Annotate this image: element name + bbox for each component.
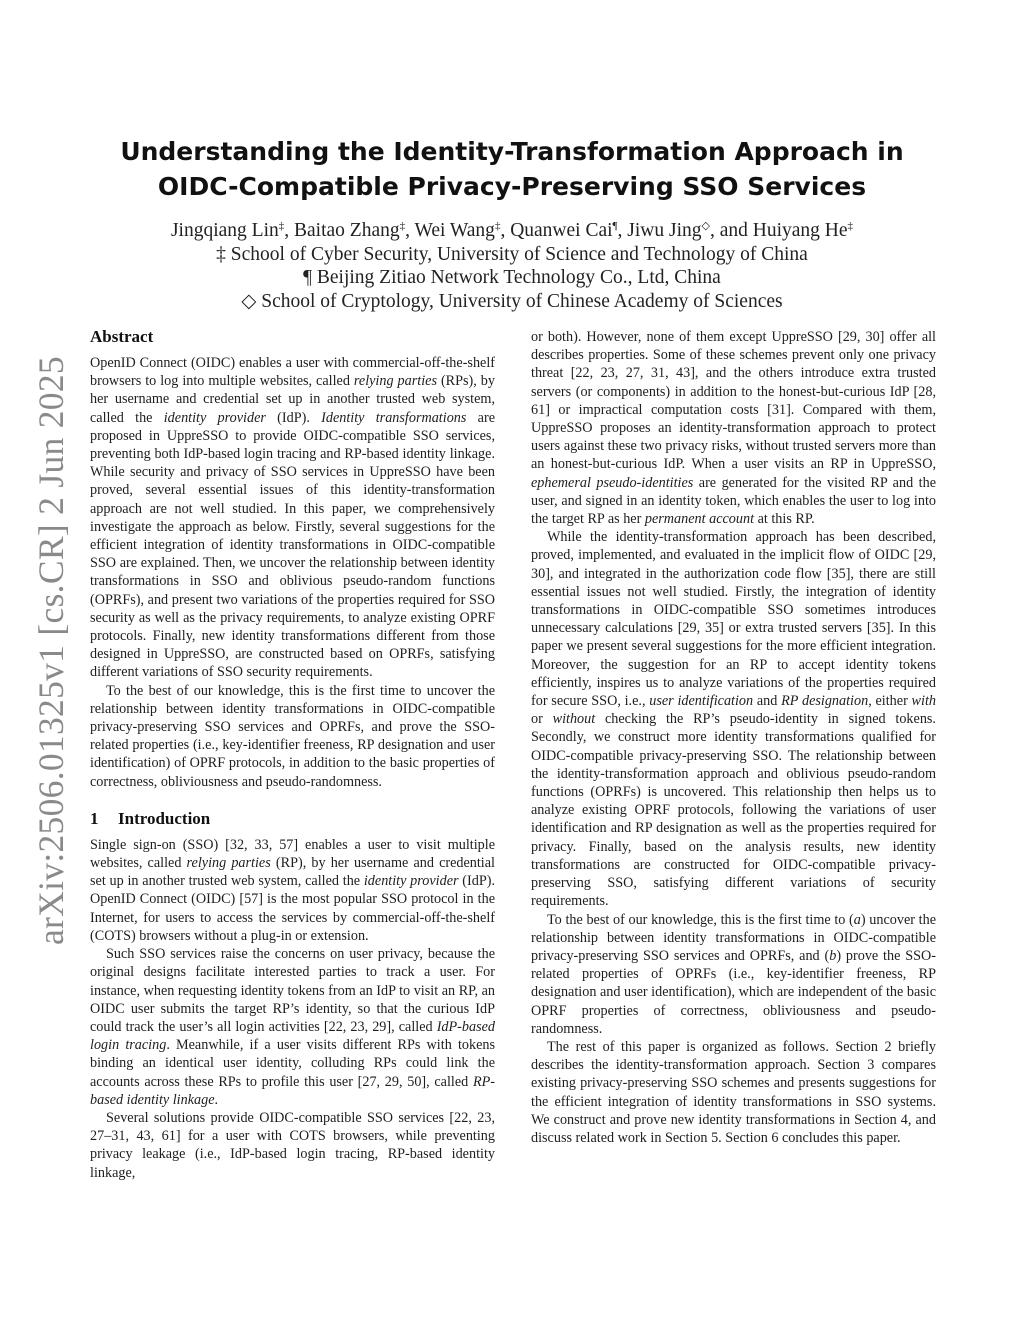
intro-paragraph-2: Such SSO services raise the concerns on user privacy, because the original designs facilitate interested parties to track a user. For instance, when requesting identity tokens from an IdP to visit an RP, an OIDC user submits the target RP’s identity, so that the curious IdP could track the user’s all login activities [22, 23, 29], called IdP-based login tracing. Meanwhile, if a user visits different RPs with tokens binding an identical user identity, colluding RPs could link the accounts across these RPs to profile this user [27, 29, 50], called RP-based identity linkage. (90, 946, 495, 1108)
affiliation-3: ◇ School of Cryptology, University of Chinese Academy of Sciences (241, 290, 783, 312)
right-paragraph-2: While the identity-transformation approach has been described, proved, implemented, and evaluated in the implicit flow of OIDC [29, 30], and integrated in the authorization code flow [35], there are still essential issues not well studied. Firstly, the integration of identity transformations in OIDC-compatible SSO sometimes introduces unnecessary calculations [29, 35] or extra trusted servers [35]. In this paper we present several suggestions for the more efficient integration. Moreover, the suggestion for an RP to accept identity tokens efficiently, inspires us to analyze variations of the properties required for secure SSO, i.e., user identification and RP designation, either with or without checking the RP’s pseudo-identity in signed tokens. Secondly, we construct more identity transformations qualified for OIDC-compatible privacy-preserving SSO. The relationship between the identity-transformation approach and oblivious pseudo-random functions (OPRFs) is uncovered. This relationship then helps us to analyze existing OPRF protocols, following the variations of user identification and RP designation as well as the properties required for privacy. Finally, based on the analysis results, new identity transformations are constructed for OIDC-compatible privacy-preserving SSO, satisfying different variations of security requirements. (531, 529, 936, 910)
arxiv-identifier: arXiv:2506.01325v1 [cs.CR] 2 Jun 2025 (31, 356, 71, 945)
paper-title (0, 134, 1024, 204)
right-paragraph-1: or both). However, none of them except UppreSSO [29, 30] offer all describes properties. Some of these schemes prevent only one privacy threat [22, 23, 27, 31, 43], and the others introduce extra trusted servers (or components) in addition to the honest-but-curious IdP [28, 61] or impractical computation costs [31]. Compared with them, UppreSSO proposes an identity-transformation approach to protect users against these two privacy risks, without trusted servers more than an honest-but-curious IdP. When a user visits an RP in UppreSSO, ephemeral pseudo-identities are generated for the visited RP and the user, and signed in an identity token, which enables the user to log into the target RP as her permanent account at this RP. (531, 329, 936, 528)
right-paragraph-4: The rest of this paper is organized as follows. Section 2 briefly describes the identity-transformation approach. Section 3 compares existing privacy-preserving SSO schemes and presents suggestions for the efficient integration of identity transformations in SSO systems. We construct and prove new identity transformations in Section 4, and discuss related work in Section 5. Section 6 concludes this paper. (531, 1038, 936, 1146)
abstract-paragraph-1: OpenID Connect (OIDC) enables a user with commercial-off-the-shelf browsers to log into multiple websites, called relying parties (RPs), by her username and credential set up in another trusted web system, called the identity provider (IdP). Identity transformations are proposed in UppreSSO to provide OIDC-compatible SSO services, preventing both IdP-based login tracing and RP-based identity linkage. While security and privacy of SSO services in UppreSSO have been proved, several essential issues of this identity-transformation approach are not well studied. In this paper, we comprehensively investigate the approach as below. Firstly, several suggestions for the efficient integration of identity transformations in OIDC-compatible SSO are explained. Then, we uncover the relationship between identity transformations in SSO and oblivious pseudo-random functions (OPRFs), and present two variations of the properties required for SSO security as well as the privacy requirements, to analyze existing OPRF protocols. Finally, new identity transformations different from those designed in UppreSSO, are constructed based on OPRFs, satisfying different variations of SSO security requirements. (90, 355, 495, 681)
right-column (531, 328, 936, 1147)
intro-paragraph-3: Several solutions provide OIDC-compatible SSO services [22, 23, 27–31, 43, 61] for a user with COTS browsers, while preventing privacy leakage (i.e., IdP-based login tracing, RP-based identity linkage, (90, 1109, 495, 1181)
author-block (0, 219, 1024, 313)
abstract-paragraph-2: To the best of our knowledge, this is the first time to uncover the relationship between identity transformations in OIDC-compatible privacy-preserving SSO services and OPRFs, and prove the SSO-related properties (i.e., key-identifier freeness, RP designation and user identification) of OPRF protocols, in addition to the basic properties of correctness, obliviousness and pseudo-randomness. (90, 682, 495, 790)
title-line-2: OIDC-Compatible Privacy-Preserving SSO Services (157, 172, 867, 201)
right-paragraph-3: To the best of our knowledge, this is the first time to (a) uncover the relationship between identity transformations in OIDC-compatible privacy-preserving SSO services and OPRFs, and (b) prove the SSO-related properties of OPRFs (i.e., key-identifier freeness, RP designation and user identification), which are independent of the basic OPRF properties of correctness, obliviousness and pseudo-randomness. (531, 911, 936, 1037)
affiliation-2: ¶ Beijing Zitiao Network Technology Co., Ltd, China (303, 267, 721, 288)
title-line-1: Understanding the Identity-Transformation Approach in (120, 137, 904, 166)
intro-paragraph-1: Single sign-on (SSO) [32, 33, 57] enables a user to visit multiple websites, called relying parties (RP), by her username and credential set up in another trusted web system, called the identity provider (IdP). OpenID Connect (OIDC) [57] is the most popular SSO protocol in the Internet, for users to access the services by commercial-off-the-shelf (COTS) browsers without a plug-in or extension. (90, 836, 495, 944)
left-column (90, 326, 495, 1182)
introduction-heading (90, 808, 495, 830)
affiliation-1: ‡ School of Cyber Security, University of Science and Technology of China (216, 243, 808, 265)
abstract-heading: Abstract (90, 327, 154, 346)
section-number: 1 (90, 808, 99, 828)
author-list: Jingqiang Lin‡, Baitao Zhang‡, Wei Wang‡, Quanwei Cai¶, Jiwu Jing◇, and Huiyang He‡ (170, 220, 854, 241)
section-title: Introduction (118, 808, 211, 828)
